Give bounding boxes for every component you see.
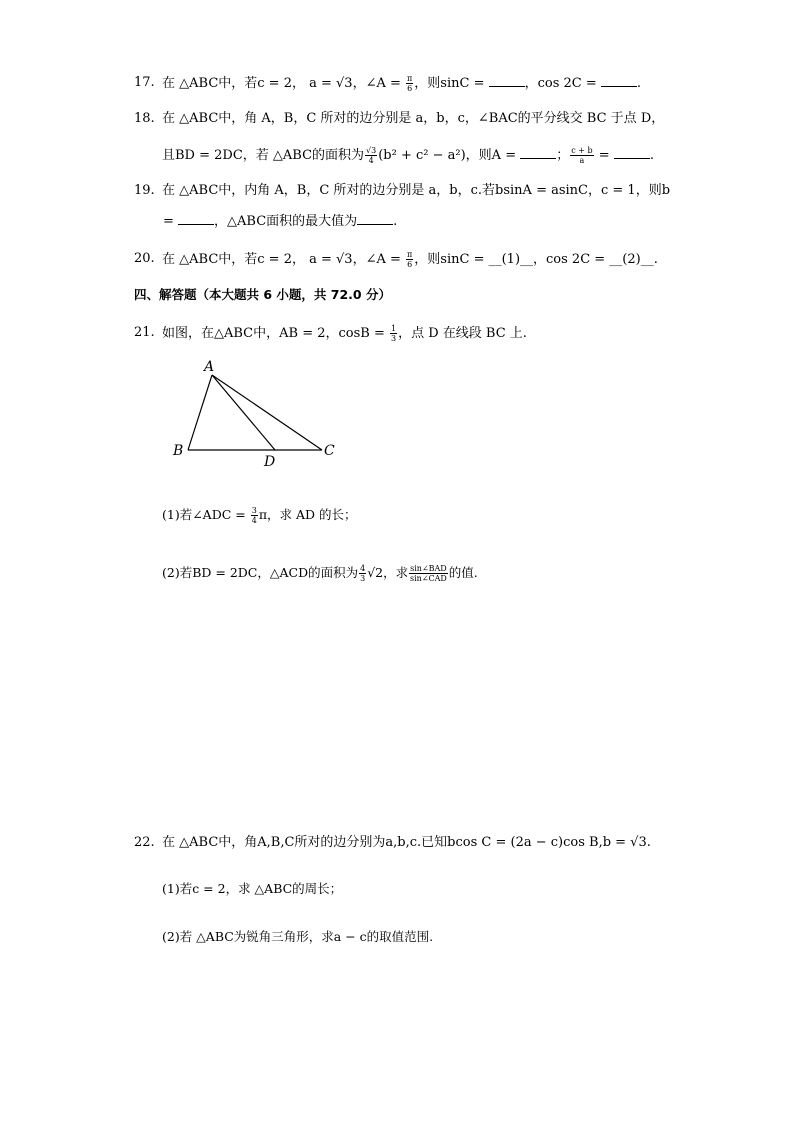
question-18-line-2 [162,146,654,165]
text-segment: π，求 AD 的长； [258,507,357,522]
text-segment: 在 △ABC中，若c = 2， a = [162,76,337,91]
fraction [406,74,413,93]
text-segment: √3 [336,252,353,267]
answer-blank [178,212,214,225]
label-b: B [173,443,184,459]
text-segment: 的值. [448,565,478,580]
fraction-denominator: 3 [391,334,397,343]
fraction-numerator: c + b [571,146,593,155]
label-d: D [264,454,276,470]
fraction-denominator: a [579,156,585,165]
fraction-denominator: 6 [407,84,413,93]
fraction [406,250,413,269]
question-number: 19. [134,183,155,198]
text-segment: ，cos 2C = [524,76,601,91]
fraction [365,146,377,165]
side-ab [188,375,212,450]
text-segment: = [163,214,179,229]
text-segment: 如图，在△ABC中，AB = 2，cosB = [162,326,389,341]
text-segment: √2，求 [367,565,409,580]
question-text: 在 △ABC中，角 A，B，C 所对的边分别是 a，b，c，∠BAC的平分线交 BC 于点 D， [162,111,665,126]
text-segment: ，∠A = [352,76,406,91]
question-21-part-1 [162,506,357,525]
answer-blank [601,74,637,87]
fraction-denominator: sin∠CAD [410,574,447,583]
question-text [162,74,641,93]
text-segment: . [636,76,642,91]
question-21-part-2 [162,564,478,583]
text-segment: . [393,214,398,229]
section-heading: 四、解答题（本大题共 6 小题，共 72.0 分） [134,287,391,302]
text-segment: 且BD = 2DC，若 △ABC的面积为 [162,148,365,163]
question-22-part-2: (2)若 △ABC为锐角三角形，求a − c的取值范围. [162,929,434,944]
text-segment: ； [556,148,570,163]
fraction [570,146,593,165]
fraction-denominator: 4 [368,156,374,165]
text-segment: ，则sinC = [414,76,489,91]
text-segment: ，△ABC面积的最大值为 [214,214,358,229]
fraction-numerator: 4 [360,564,366,573]
question-number: 22. [134,835,155,850]
answer-blank [357,212,393,225]
text-segment: ，点 D 在线段 BC 上. [398,326,527,341]
question-text: 在 △ABC中，角A,B,C所对的边分别为a,b,c.已知bcos C = (2a − c)cos B,b = √3. [162,835,651,850]
fraction-numerator: 1 [391,324,397,333]
question-text [162,250,658,269]
fraction-denominator: 3 [360,574,366,583]
triangle-figure [165,355,345,475]
segment-ad [212,375,275,450]
fraction [251,506,258,525]
text-segment: = [594,148,614,163]
fraction-numerator: π [407,250,413,259]
text-segment: 在 △ABC中，若c = 2， a = [162,252,337,267]
fraction-numerator: π [407,74,413,83]
text-segment: (1)若∠ADC = [162,507,250,522]
answer-blank [614,146,650,159]
label-c: C [324,443,335,459]
text-segment: (2)若BD = 2DC，△ACD的面积为 [162,565,359,580]
fraction [359,564,366,583]
fraction-numerator: 3 [251,506,257,515]
text-segment: ，∠A = [352,252,406,267]
question-text: 在 △ABC中，内角 A，B，C 所对的边分别是 a，b，c.若bsinA = asinC，c = 1，则b [162,183,671,198]
question-number: 21. [134,325,155,340]
question-number: 17. [134,75,155,90]
answer-blank [520,146,556,159]
fraction-denominator: 6 [407,260,413,269]
label-a: A [204,359,215,375]
fraction-numerator: sin∠BAD [410,564,447,573]
question-22-part-1: (1)若c = 2，求 △ABC的周长； [162,881,343,896]
fraction-numerator: √3 [366,146,377,155]
text-segment: ，则sinC = __(1)__，cos 2C = __(2)__. [414,252,658,267]
fraction [409,564,448,583]
question-number: 18. [134,111,155,126]
fraction [390,324,397,343]
question-number: 20. [134,251,155,266]
fraction-denominator: 4 [251,516,257,525]
side-ac [212,375,322,450]
question-19-line-2 [163,212,397,231]
question-text [162,324,527,343]
text-segment: (b² + c² − a²)，则A = [378,148,521,163]
text-segment: . [649,148,654,163]
text-segment: √3 [336,76,353,91]
answer-blank [489,74,525,87]
